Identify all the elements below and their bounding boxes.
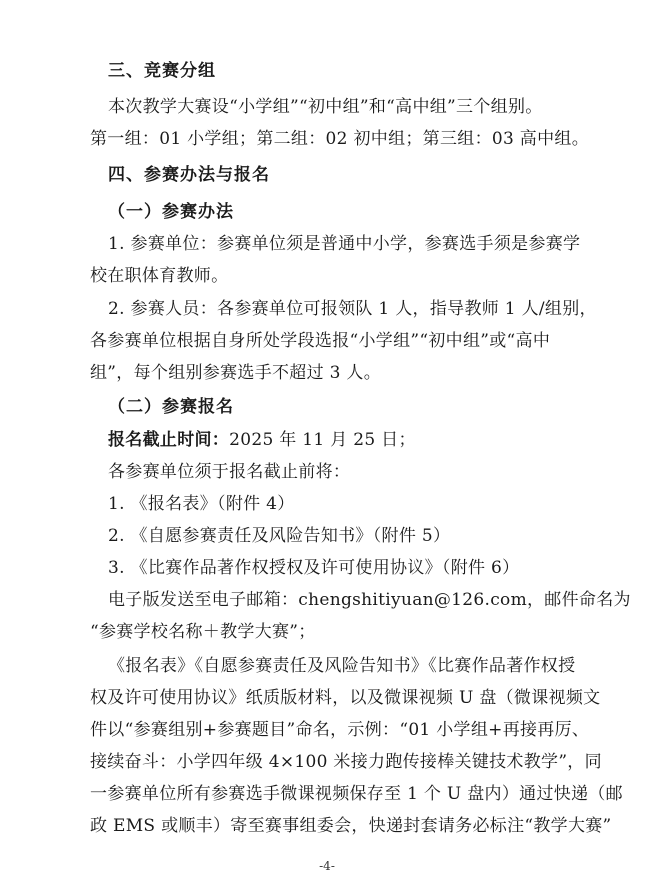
deadline-line [108,429,416,451]
item1-line1: 1. 参赛单位：参赛单位须是普通中小学，参赛选手须是参赛学 [108,234,581,254]
mail-paragraph-line1: 《报名表》《自愿参赛责任及风险告知书》《比赛作品著作权授 [108,656,576,676]
item2-line3: 组”，每个组别参赛选手不超过 3 人。 [90,363,382,383]
deadline-label: 报名截止时间： [108,430,230,450]
section3-paragraph-2: 第一组：01 小学组；第二组：02 初中组；第三组：03 高中组。 [90,129,590,149]
mail-paragraph-line6: 政 EMS 或顺丰）寄至赛事组委会，快递封套请务必标注“教学大赛” [90,816,612,836]
section4-heading: 四、参赛办法与报名 [108,165,270,185]
subsection2-heading: （二）参赛报名 [108,397,234,417]
doc-list-item: 3. 《比赛作品著作权授权及许可使用协议》（附件 6） [108,558,520,578]
mail-paragraph-line5: 一参赛单位所有参赛选手微课视频保存至 1 个 U 盘内）通过快递（邮 [90,784,623,804]
doc-list-item: 2. 《自愿参赛责任及风险告知书》（附件 5） [108,526,451,546]
email-line1: 电子版发送至电子邮箱：chengshitiyuan@126.com，邮件命名为 [108,590,631,610]
section3-paragraph-1: 本次教学大赛设“小学组”“初中组”和“高中组”三个组别。 [108,97,543,117]
mail-paragraph-line4: 接续奋斗：小学四年级 4×100 米接力跑传接棒关键技术教学”，同 [90,752,602,772]
email-line2: “参赛学校名称＋教学大赛”； [90,622,316,642]
submission-intro: 各参赛单位须于报名截止前将： [108,462,351,482]
item2-line2: 各参赛单位根据自身所处学段选报“小学组”“初中组”或“高中 [90,331,551,351]
section3-heading: 三、竞赛分组 [108,61,216,81]
mail-paragraph-line3: 件以“参赛组别+参赛题目”命名，示例：“01 小学组+再接再厉、 [90,720,590,740]
subsection1-heading: （一）参赛办法 [108,202,234,222]
deadline-value: 2025 年 11 月 25 日； [229,430,416,450]
item2-line1: 2. 参赛人员：各参赛单位可报领队 1 人，指导教师 1 人/组别， [108,299,597,319]
item1-line2: 校在职体育教师。 [90,266,229,286]
page-number: -4- [319,859,335,873]
doc-list-item: 1. 《报名表》（附件 4） [108,494,295,514]
mail-paragraph-line2: 权及许可使用协议》纸质版材料，以及微课视频 U 盘（微课视频文 [90,688,601,708]
